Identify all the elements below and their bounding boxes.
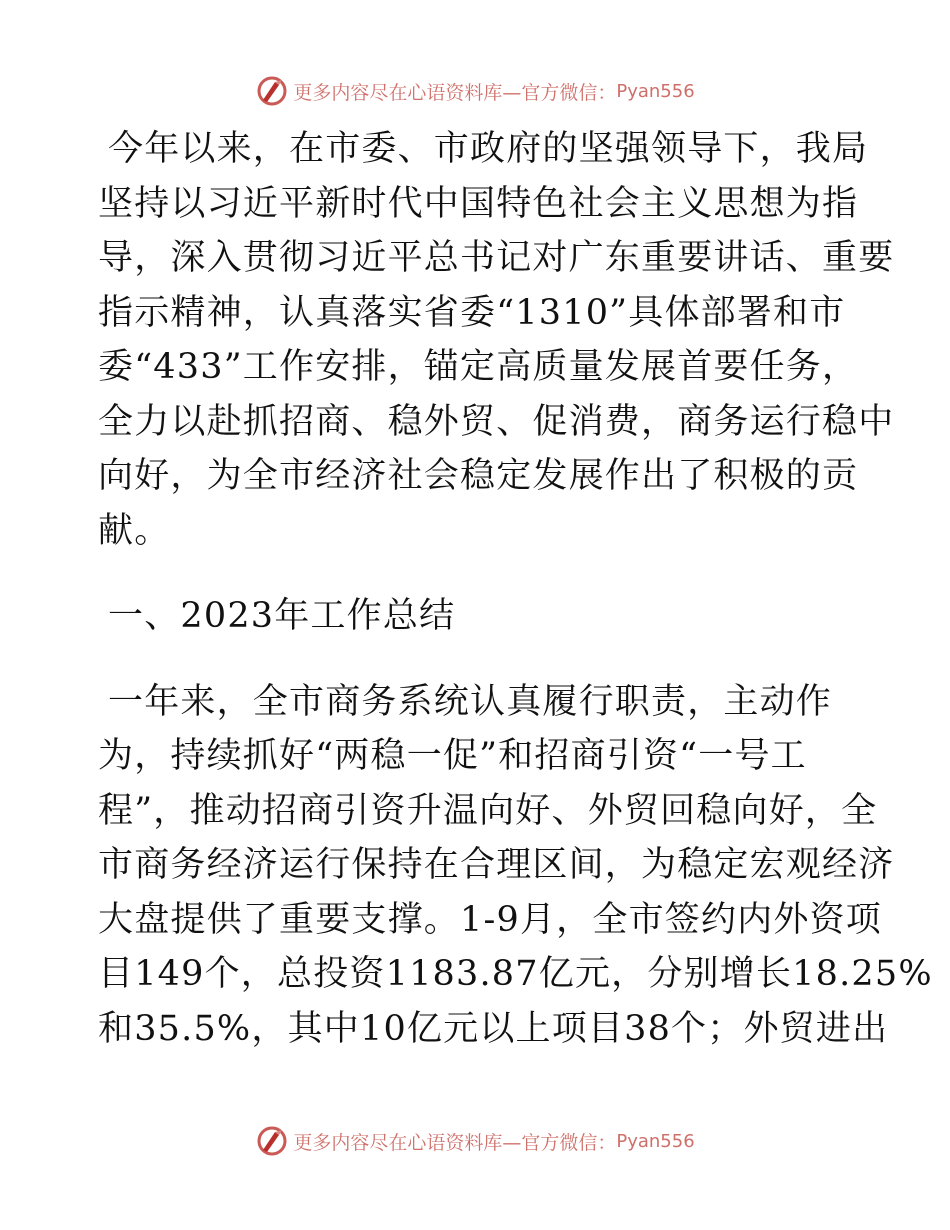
- section-heading: [98, 589, 858, 644]
- text-line: 大盘提供了重要支撑。1-9月，全市签约内外资项: [98, 899, 882, 940]
- text-line: 为，持续抓好“两稳一促”和招商引资“一号工: [98, 736, 807, 776]
- text-line: 目149个，总投资1183.87亿元，分别增长18.25%: [98, 954, 933, 994]
- heading-text: 一、2023年工作总结: [108, 596, 456, 636]
- watermark-text: 更多内容尽在心语资料库—官方微信：: [293, 81, 617, 104]
- text-line: 全力以赴抓招商、稳外贸、促消费，商务运行稳中: [98, 401, 895, 442]
- document-body: [98, 122, 933, 1056]
- watermark-text: 更多内容尽在心语资料库—官方微信：: [293, 1131, 617, 1154]
- text-line: 程”，推动招商引资升温向好、外贸回稳向好，全: [98, 790, 878, 831]
- text-line: 指示精神，认真落实省委“1310”具体部署和市: [98, 292, 846, 333]
- watermark-header: [0, 71, 950, 111]
- watermark-logo-icon: [255, 74, 289, 108]
- text-line: 市商务经济运行保持在合理区间，为稳定宏观经济: [98, 845, 895, 885]
- watermark-wechat-id: Pyan556: [616, 80, 695, 102]
- watermark-wechat-id: Pyan556: [616, 1130, 695, 1152]
- text-line: 坚持以习近平新时代中国特色社会主义思想为指: [98, 183, 859, 224]
- text-line: 今年以来，在市委、市政府的坚强领导下，我局: [108, 129, 869, 169]
- watermark-footer: [0, 1121, 950, 1161]
- text-line: 一年来，全市商务系统认真履行职责，主动作: [108, 681, 833, 722]
- paragraph-intro: [98, 122, 895, 558]
- paragraph-summary: [98, 675, 933, 1057]
- text-line: 委“433”工作安排，锚定高质量发展首要任务，: [98, 347, 859, 387]
- text-line: 和35.5%，其中10亿元以上项目38个；外贸进出: [98, 1008, 889, 1049]
- watermark-logo-icon: [255, 1124, 289, 1158]
- text-line: 向好，为全市经济社会稳定发展作出了积极的贡: [98, 456, 859, 496]
- text-line: 献。: [98, 510, 171, 551]
- text-line: 导，深入贯彻习近平总书记对广东重要讲话、重要: [98, 238, 895, 278]
